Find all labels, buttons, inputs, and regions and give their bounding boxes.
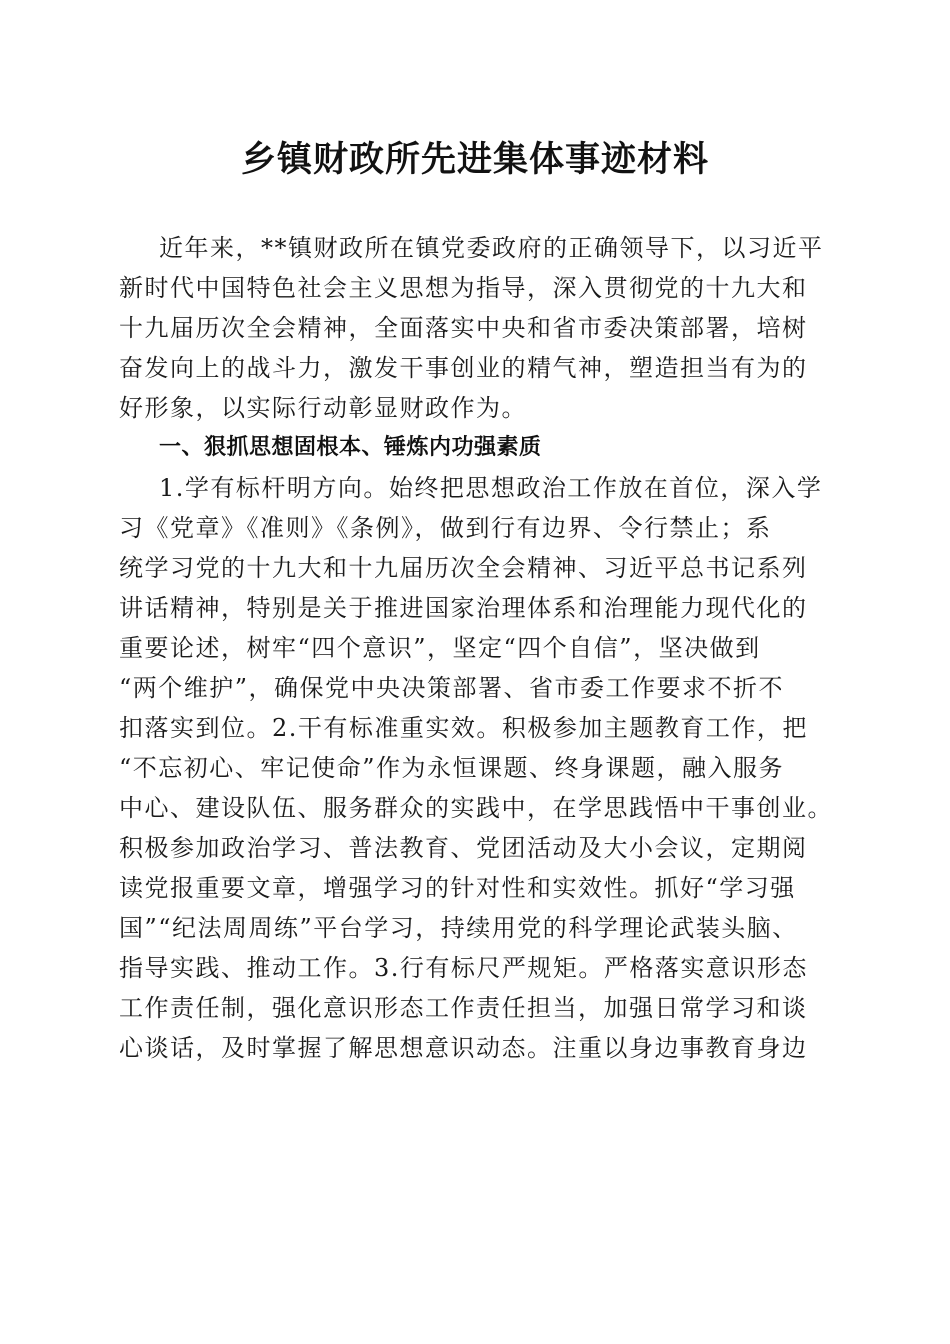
section-heading: 一、狠抓思想固根本、锤炼内功强素质	[159, 435, 542, 460]
paragraph-line: 好形象，以实际行动彰显财政作为。	[119, 394, 527, 422]
paragraph-line: 国”“纪法周周练”平台学习，持续用党的科学理论武装头脑、	[119, 914, 798, 942]
paragraph-line: 扣落实到位。2.干有标准重实效。积极参加主题教育工作，把	[119, 714, 808, 742]
paragraph-line: 心谈话，及时掌握了解思想意识动态。注重以身边事教育身边	[119, 1034, 808, 1062]
paragraph-line: 奋发向上的战斗力，激发干事创业的精气神，塑造担当有为的	[119, 354, 808, 382]
paragraph-line: 习《党章》《准则》《条例》，做到行有边界、令行禁止；系	[119, 514, 772, 542]
document-body	[119, 228, 831, 1068]
paragraph-line: 近年来，**镇财政所在镇党委政府的正确领导下，以习近平	[159, 234, 824, 262]
paragraph-line: “两个维护”，确保党中央决策部署、省市委工作要求不折不	[119, 674, 785, 702]
paragraph-line: 1.学有标杆明方向。始终把思想政治工作放在首位，深入学	[159, 474, 823, 502]
paragraph-line: 读党报重要文章，增强学习的针对性和实效性。抓好“学习强	[119, 874, 796, 902]
paragraph-line: 工作责任制，强化意识形态工作责任担当，加强日常学习和谈	[119, 994, 808, 1022]
paragraph-line: “不忘初心、牢记使命”作为永恒课题、终身课题，融入服务	[119, 754, 785, 782]
paragraph-line: 讲话精神，特别是关于推进国家治理体系和治理能力现代化的	[119, 594, 808, 622]
paragraph-line: 新时代中国特色社会主义思想为指导，深入贯彻党的十九大和	[119, 274, 808, 302]
paragraph-line: 统学习党的十九大和十九届历次全会精神、习近平总书记系列	[119, 554, 808, 582]
paragraph-line: 指导实践、推动工作。3.行有标尺严规矩。严格落实意识形态	[119, 954, 808, 982]
document-title: 乡镇财政所先进集体事迹材料	[240, 139, 709, 180]
paragraph-line: 十九届历次全会精神，全面落实中央和省市委决策部署，培树	[119, 314, 808, 342]
paragraph-line: 积极参加政治学习、普法教育、党团活动及大小会议，定期阅	[119, 834, 808, 862]
paragraph-line: 中心、建设队伍、服务群众的实践中，在学思践悟中干事创业。	[119, 794, 833, 822]
paragraph-line: 重要论述，树牢“四个意识”，坚定“四个自信”，坚决做到	[119, 634, 761, 662]
